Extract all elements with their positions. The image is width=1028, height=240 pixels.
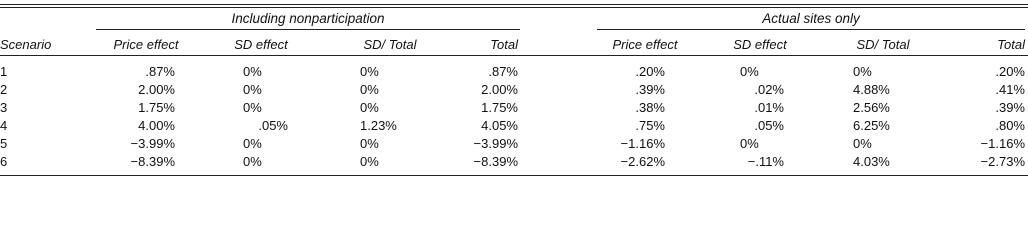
row-4-actual-sd-total: 6.25% — [853, 118, 890, 133]
row-1-incl-sd-effect: 0% — [243, 64, 262, 79]
row-1-scenario: 1 — [0, 64, 8, 79]
row-2-incl-total: 2.00% — [481, 82, 518, 97]
row-1-incl-total: .87% — [488, 64, 518, 79]
top-rule-outer — [0, 4, 1028, 5]
row-4-incl-total: 4.05% — [481, 118, 518, 133]
row-4-actual-sd-effect: .05% — [754, 118, 784, 133]
row-2-actual-price-effect: .39% — [635, 82, 665, 97]
row-2-incl-price-effect: 2.00% — [138, 82, 175, 97]
row-2-actual-sd-total: 4.88% — [853, 82, 890, 97]
row-4-incl-sd-total: 1.23% — [360, 118, 397, 133]
group-rule-including — [96, 29, 520, 30]
row-6-incl-sd-total: 0% — [360, 154, 379, 169]
row-5-actual-price-effect: −1.16% — [620, 136, 665, 151]
group-header-actual: Actual sites only — [762, 11, 860, 26]
row-3-actual-total: .39% — [995, 100, 1025, 115]
row-6-actual-sd-total: 4.03% — [853, 154, 890, 169]
row-1-incl-sd-total: 0% — [360, 64, 379, 79]
row-2-incl-sd-effect: 0% — [243, 82, 262, 97]
col-header-incl-total: Total — [490, 37, 518, 52]
row-2-actual-total: .41% — [995, 82, 1025, 97]
col-header-actual-sd-effect: SD effect — [733, 37, 787, 52]
row-6-incl-total: −8.39% — [473, 154, 518, 169]
row-2-scenario: 2 — [0, 82, 8, 97]
row-4-actual-price-effect: .75% — [635, 118, 665, 133]
group-header-including: Including nonparticipation — [231, 11, 385, 26]
col-header-incl-price-effect: Price effect — [113, 37, 179, 52]
row-1-actual-price-effect: .20% — [635, 64, 665, 79]
col-header-actual-total: Total — [997, 37, 1025, 52]
row-3-incl-price-effect: 1.75% — [138, 100, 175, 115]
row-3-incl-total: 1.75% — [481, 100, 518, 115]
row-3-scenario: 3 — [0, 100, 8, 115]
col-header-incl-sd-effect: SD effect — [234, 37, 288, 52]
col-header-incl-sd-total: SD/ Total — [363, 37, 417, 52]
row-2-incl-sd-total: 0% — [360, 82, 379, 97]
row-6-incl-price-effect: −8.39% — [130, 154, 175, 169]
row-5-actual-total: −1.16% — [980, 136, 1025, 151]
row-3-incl-sd-total: 0% — [360, 100, 379, 115]
row-6-actual-sd-effect: −.11% — [747, 154, 784, 169]
col-header-scenario: Scenario — [0, 37, 52, 52]
row-5-incl-sd-effect: 0% — [243, 136, 262, 151]
row-4-actual-total: .80% — [995, 118, 1025, 133]
row-5-actual-sd-effect: 0% — [740, 136, 759, 151]
table-bottom-rule — [0, 175, 1028, 176]
row-5-incl-sd-total: 0% — [360, 136, 379, 151]
row-3-actual-sd-total: 2.56% — [853, 100, 890, 115]
row-6-scenario: 6 — [0, 154, 8, 169]
row-6-actual-price-effect: −2.62% — [620, 154, 665, 169]
row-6-incl-sd-effect: 0% — [243, 154, 262, 169]
row-1-incl-price-effect: .87% — [145, 64, 175, 79]
row-5-scenario: 5 — [0, 136, 8, 151]
header-bottom-rule — [0, 55, 1028, 56]
row-4-incl-sd-effect: .05% — [258, 118, 288, 133]
row-5-incl-price-effect: −3.99% — [130, 136, 175, 151]
row-4-incl-price-effect: 4.00% — [138, 118, 175, 133]
col-header-actual-price-effect: Price effect — [612, 37, 678, 52]
row-1-actual-sd-effect: 0% — [740, 64, 759, 79]
row-1-actual-sd-total: 0% — [853, 64, 872, 79]
row-2-actual-sd-effect: .02% — [754, 82, 784, 97]
row-1-actual-total: .20% — [995, 64, 1025, 79]
col-header-actual-sd-total: SD/ Total — [856, 37, 910, 52]
row-3-actual-sd-effect: .01% — [754, 100, 784, 115]
group-rule-actual — [597, 29, 1025, 30]
row-5-incl-total: −3.99% — [473, 136, 518, 151]
row-6-actual-total: −2.73% — [980, 154, 1025, 169]
row-5-actual-sd-total: 0% — [853, 136, 872, 151]
row-3-actual-price-effect: .38% — [635, 100, 665, 115]
row-3-incl-sd-effect: 0% — [243, 100, 262, 115]
top-rule-inner — [0, 7, 1028, 8]
row-4-scenario: 4 — [0, 118, 8, 133]
